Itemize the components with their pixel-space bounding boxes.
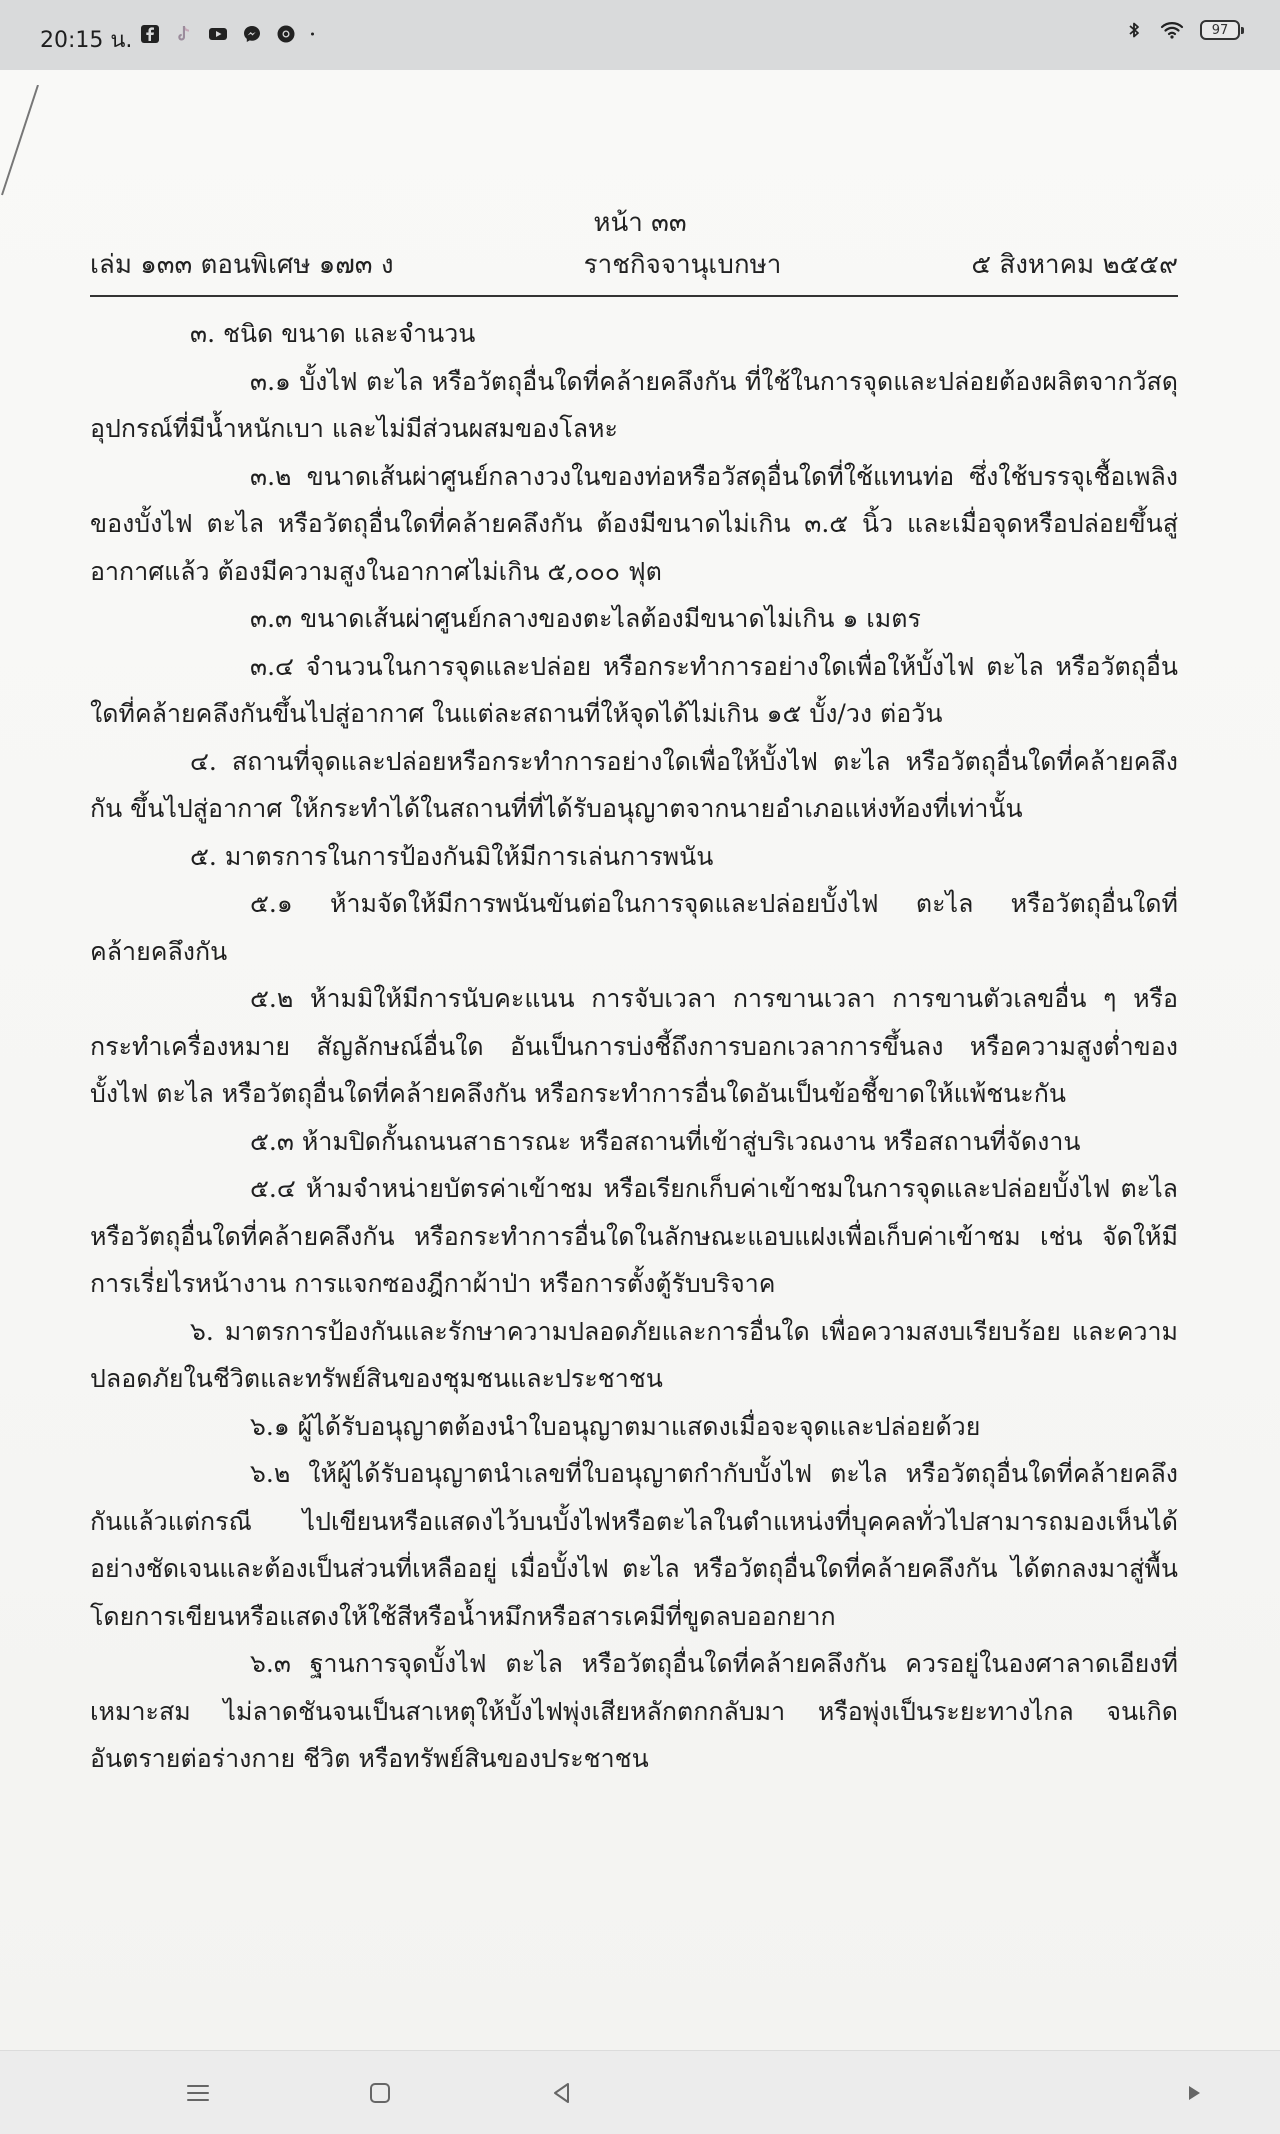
notification-icons (140, 24, 320, 44)
more-dot-icon (310, 24, 320, 44)
tiktok-icon (174, 24, 194, 44)
paragraph: ๖.๒ ให้ผู้ได้รับอนุญาตนำเลขที่ใบอนุญาตกำกับบั้งไฟ ตะไล หรือวัตถุอื่นใดที่คล้ายคลึงกันแล้วแต่กรณี ไปเขียนหรือแสดงไว้บนบั้งไฟหรือตะไลในตำแหน่งที่บุคคลทั่วไปสามารถมองเห็นได้อย่างชัดเจนและต้องเป็นส่วนที่เหลืออยู่ เมื่อบั้งไฟ ตะไล หรือวัตถุอื่นใดที่คล้ายคลึงกัน ได้ตกลงมาสู่พื้น โดยการเขียนหรือแสดงให้ใช้สีหรือน้ำหมึกหรือสารเคมีที่ขูดลบออกยาก (90, 1459, 1178, 1631)
paragraph: ๓.๔ จำนวนในการจุดและปล่อย หรือกระทำการอย่างใดเพื่อให้บั้งไฟ ตะไล หรือวัตถุอื่นใดที่คล้ายคลึงกันขึ้นไปสู่อากาศ ในแต่ละสถานที่ให้จุดได้ไม่เกิน ๑๕ บั้ง/วง ต่อวัน (90, 651, 1178, 728)
system-icons (1124, 20, 1240, 40)
publication-name: ราชกิจจานุเบกษา (583, 250, 782, 280)
page-fold-mark (0, 85, 40, 215)
volume-info: เล่ม ๑๓๓ ตอนพิเศษ ๑๗๓ ง (90, 250, 394, 280)
home-icon (366, 2079, 394, 2107)
paragraph: ๓.๑ บั้งไฟ ตะไล หรือวัตถุอื่นใดที่คล้ายคลึงกัน ที่ใช้ในการจุดและปล่อยต้องผลิตจากวัสดุอุปกรณ์ที่มีน้ำหนักเบา และไม่มีส่วนผสมของโลหะ (90, 366, 1178, 443)
publication-date: ๕ สิงหาคม ๒๕๕๙ (971, 250, 1178, 280)
menu-icon (184, 2079, 212, 2107)
chrome-icon (276, 24, 296, 44)
paragraph: ๓.๒ ขนาดเส้นผ่าศูนย์กลางวงในของท่อหรือวัสดุอื่นใดที่ใช้แทนท่อ ซึ่งใช้บรรจุเชื้อเพลิงของบั้งไฟ ตะไล หรือวัตถุอื่นใดที่คล้ายคลึงกัน ต้องมีขนาดไม่เกิน ๓.๕ นิ้ว และเมื่อจุดหรือปล่อยขึ้นสู่อากาศแล้ว ต้องมีความสูงในอากาศไม่เกิน ๕,๐๐๐ ฟุต (90, 461, 1178, 586)
navigation-bar (0, 2050, 1280, 2134)
status-bar (0, 0, 1280, 70)
paragraph: ๕.๓ ห้ามปิดกั้นถนนสาธารณะ หรือสถานที่เข้าสู่บริเวณงาน หรือสถานที่จัดงาน (250, 1126, 1081, 1156)
paragraph: ๖. มาตรการป้องกันและรักษาความปลอดภัยและการอื่นใด เพื่อความสงบเรียบร้อย และความปลอดภัยในชีวิตและทรัพย์สินของชุมชนและประชาชน (90, 1316, 1178, 1393)
battery-level: 97 (1211, 22, 1229, 38)
battery-icon (1200, 20, 1240, 40)
paragraph: ๕.๒ ห้ามมิให้มีการนับคะแนน การจับเวลา การขานเวลา การขานตัวเลขอื่น ๆ หรือกระทำเครื่องหมาย สัญลักษณ์อื่นใด อันเป็นการบ่งชี้ถึงการบอกเวลาการขึ้นลง หรือความสูงต่ำของบั้งไฟ ตะไล หรือวัตถุอื่นใดที่คล้ายคลึงกัน หรือกระทำการอื่นใดอันเป็นข้อชี้ขาดให้แพ้ชนะกัน (90, 984, 1178, 1108)
paragraph: ๕.๑ ห้ามจัดให้มีการพนันขันต่อในการจุดและปล่อยบั้งไฟ ตะไล หรือวัตถุอื่นใดที่คล้ายคลึงกัน (90, 889, 1178, 966)
paragraph: ๕. มาตรการในการป้องกันมิให้มีการเล่นการพนัน (190, 841, 714, 871)
facebook-icon (140, 24, 160, 44)
paragraph: ๖.๓ ฐานการจุดบั้งไฟ ตะไล หรือวัตถุอื่นใดที่คล้ายคลึงกัน ควรอยู่ในองศาลาดเอียงที่เหมาะสม ไม่ลาดชันจนเป็นสาเหตุให้บั้งไฟพุ่งเสียหลักตกกลับมา หรือพุ่งเป็นระยะทางไกล จนเกิดอันตรายต่อร่างกาย ชีวิต หรือทรัพย์สินของประชาชน (90, 1649, 1178, 1773)
page-number: หน้า ๓๓ (593, 208, 687, 238)
paragraph: ๓. ชนิด ขนาด และจำนวน (190, 319, 476, 348)
back-icon (548, 2079, 576, 2107)
paragraph: ๖.๑ ผู้ได้รับอนุญาตต้องนำใบอนุญาตมาแสดงเมื่อจะจุดและปล่อยด้วย (250, 1411, 981, 1441)
paragraph: ๓.๓ ขนาดเส้นผ่าศูนย์กลางของตะไลต้องมีขนาดไม่เกิน ๑ เมตร (250, 604, 921, 633)
forward-icon (1182, 2081, 1206, 2105)
home-button[interactable] (358, 2071, 402, 2115)
gazette-header (90, 244, 1178, 297)
messenger-icon (242, 24, 262, 44)
document-page (0, 70, 1280, 2050)
back-button[interactable] (540, 2071, 584, 2115)
status-time: 20:15 น. (40, 28, 133, 53)
paragraph: ๕.๔ ห้ามจำหน่ายบัตรค่าเข้าชม หรือเรียกเก็บค่าเข้าชมในการจุดและปล่อยบั้งไฟ ตะไล หรือวัตถุอื่นใดที่คล้ายคลึงกัน หรือกระทำการอื่นใดในลักษณะแอบแฝงเพื่อเก็บค่าเข้าชม เช่น จัดให้มีการเรี่ยไรหน้างาน การแจกซองฎีกาผ้าป่า หรือการตั้งตู้รับบริจาค (90, 1174, 1178, 1298)
paragraph: ๔. สถานที่จุดและปล่อยหรือกระทำการอย่างใดเพื่อให้บั้งไฟ ตะไล หรือวัตถุอื่นใดที่คล้ายคลึงกัน ขึ้นไปสู่อากาศ ให้กระทำได้ในสถานที่ที่ได้รับอนุญาตจากนายอำเภอแห่งท้องที่เท่านั้น (90, 746, 1178, 823)
document-body (90, 310, 1178, 1783)
wifi-icon (1160, 20, 1184, 40)
youtube-icon (208, 24, 228, 44)
bluetooth-icon (1124, 20, 1144, 40)
forward-button[interactable] (1172, 2071, 1216, 2115)
menu-button[interactable] (176, 2071, 220, 2115)
